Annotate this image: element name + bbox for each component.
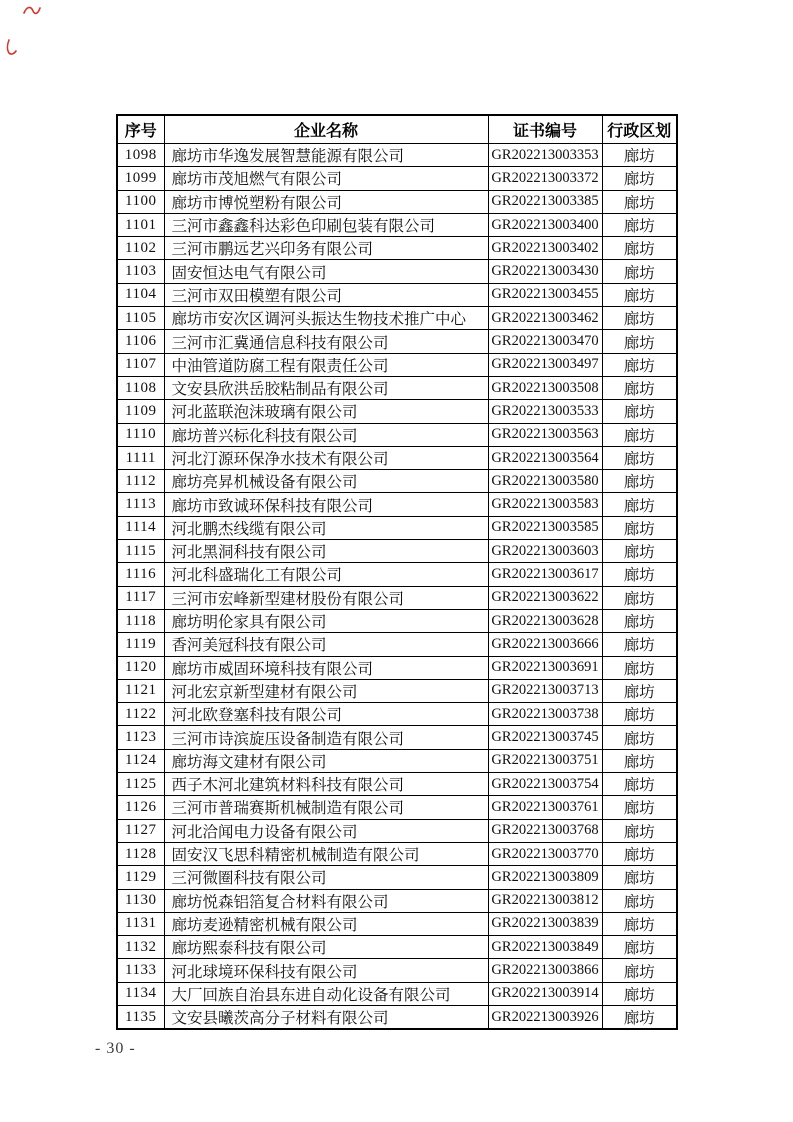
row-index-cell: 1125 [117,773,164,796]
company-name-cell: 河北鹏杰线缆有限公司 [164,516,488,539]
table-row [117,633,677,656]
certificate-number-cell: GR202213003666 [488,633,602,656]
region-cell: 廊坊 [602,446,677,469]
certificate-number-cell: GR202213003455 [488,283,602,306]
red-scribble-left-icon [5,39,17,61]
row-index-cell: 1130 [117,889,164,912]
table-row [117,656,677,679]
region-cell: 廊坊 [602,656,677,679]
row-index-cell: 1102 [117,237,164,260]
row-index-cell: 1131 [117,912,164,935]
certificate-number-cell: GR202213003761 [488,796,602,819]
table-row [117,703,677,726]
row-index-cell: 1129 [117,866,164,889]
company-name-cell: 三河市双田模塑有限公司 [164,283,488,306]
region-cell: 廊坊 [602,679,677,702]
region-cell: 廊坊 [602,167,677,190]
table-row [117,307,677,330]
table-row [117,889,677,912]
company-name-cell: 三河市鑫鑫科达彩色印刷包装有限公司 [164,213,488,236]
table-header-row [117,115,677,144]
table-row [117,773,677,796]
certificate-number-cell: GR202213003809 [488,866,602,889]
certificate-number-cell: GR202213003745 [488,726,602,749]
certificate-number-cell: GR202213003583 [488,493,602,516]
certificate-number-cell: GR202213003385 [488,190,602,213]
row-index-cell: 1119 [117,633,164,656]
region-cell: 廊坊 [602,353,677,376]
region-cell: 廊坊 [602,330,677,353]
company-name-cell: 廊坊市茂旭燃气有限公司 [164,167,488,190]
page-number: - 30 - [95,1040,136,1057]
company-name-cell: 文安县曦茨高分子材料有限公司 [164,1005,488,1029]
column-header-company: 企业名称 [164,115,488,144]
region-cell: 廊坊 [602,400,677,423]
region-cell: 廊坊 [602,470,677,493]
company-name-cell: 廊坊市华逸发展智慧能源有限公司 [164,144,488,167]
table-row [117,376,677,399]
company-name-cell: 廊坊市致诚环保科技有限公司 [164,493,488,516]
row-index-cell: 1122 [117,703,164,726]
table-row [117,470,677,493]
table-row [117,400,677,423]
table-row [117,423,677,446]
company-name-cell: 中油管道防腐工程有限责任公司 [164,353,488,376]
table-row [117,819,677,842]
company-name-cell: 河北汀源环保净水技术有限公司 [164,446,488,469]
region-cell: 廊坊 [602,959,677,982]
row-index-cell: 1109 [117,400,164,423]
region-cell: 廊坊 [602,936,677,959]
company-name-cell: 廊坊亮昇机械设备有限公司 [164,470,488,493]
region-cell: 廊坊 [602,1005,677,1029]
region-cell: 廊坊 [602,796,677,819]
company-name-cell: 河北科盛瑞化工有限公司 [164,563,488,586]
row-index-cell: 1121 [117,679,164,702]
region-cell: 廊坊 [602,283,677,306]
certificate-number-cell: GR202213003430 [488,260,602,283]
row-index-cell: 1099 [117,167,164,190]
certificate-number-cell: GR202213003400 [488,213,602,236]
certificate-number-cell: GR202213003585 [488,516,602,539]
company-name-cell: 固安汉飞思科精密机械制造有限公司 [164,842,488,865]
row-index-cell: 1115 [117,540,164,563]
row-index-cell: 1127 [117,819,164,842]
row-index-cell: 1100 [117,190,164,213]
certificate-number-cell: GR202213003751 [488,749,602,772]
row-index-cell: 1117 [117,586,164,609]
table-row [117,260,677,283]
table-row [117,353,677,376]
region-cell: 廊坊 [602,586,677,609]
table-row [117,237,677,260]
certificate-number-cell: GR202213003603 [488,540,602,563]
row-index-cell: 1112 [117,470,164,493]
company-name-cell: 河北黑洞科技有限公司 [164,540,488,563]
row-index-cell: 1105 [117,307,164,330]
row-index-cell: 1126 [117,796,164,819]
region-cell: 廊坊 [602,609,677,632]
table-row [117,446,677,469]
table-row [117,936,677,959]
region-cell: 廊坊 [602,749,677,772]
table-row [117,167,677,190]
company-name-cell: 三河市宏峰新型建材股份有限公司 [164,586,488,609]
table-row [117,912,677,935]
table-row [117,540,677,563]
certificate-number-cell: GR202213003713 [488,679,602,702]
region-cell: 廊坊 [602,213,677,236]
company-name-cell: 廊坊明伦家具有限公司 [164,609,488,632]
table-row [117,749,677,772]
region-cell: 廊坊 [602,703,677,726]
row-index-cell: 1123 [117,726,164,749]
region-cell: 廊坊 [602,540,677,563]
row-index-cell: 1106 [117,330,164,353]
company-name-cell: 河北蓝联泡沫玻璃有限公司 [164,400,488,423]
table-row [117,144,677,167]
red-scribble-top-icon [23,4,41,22]
company-name-cell: 廊坊市安次区调河头振达生物技术推广中心 [164,307,488,330]
table-body [117,144,677,1030]
row-index-cell: 1132 [117,936,164,959]
region-cell: 廊坊 [602,563,677,586]
row-index-cell: 1134 [117,982,164,1005]
certificate-number-cell: GR202213003866 [488,959,602,982]
company-name-cell: 廊坊普兴标化科技有限公司 [164,423,488,446]
certificate-number-cell: GR202213003563 [488,423,602,446]
row-index-cell: 1110 [117,423,164,446]
region-cell: 廊坊 [602,726,677,749]
certificate-number-cell: GR202213003770 [488,842,602,865]
region-cell: 廊坊 [602,773,677,796]
region-cell: 廊坊 [602,842,677,865]
row-index-cell: 1128 [117,842,164,865]
table-row [117,982,677,1005]
company-name-cell: 三河市诗滨旋压设备制造有限公司 [164,726,488,749]
row-index-cell: 1133 [117,959,164,982]
certificate-number-cell: GR202213003622 [488,586,602,609]
region-cell: 廊坊 [602,376,677,399]
certificate-number-cell: GR202213003372 [488,167,602,190]
certificate-number-cell: GR202213003470 [488,330,602,353]
table-row [117,563,677,586]
column-header-region: 行政区划 [602,115,677,144]
company-name-cell: 三河微圈科技有限公司 [164,866,488,889]
certificate-number-cell: GR202213003580 [488,470,602,493]
region-cell: 廊坊 [602,493,677,516]
row-index-cell: 1135 [117,1005,164,1029]
certificate-number-cell: GR202213003617 [488,563,602,586]
certificate-number-cell: GR202213003926 [488,1005,602,1029]
company-name-cell: 三河市普瑞赛斯机械制造有限公司 [164,796,488,819]
certificate-number-cell: GR202213003768 [488,819,602,842]
certificate-table [116,114,678,1030]
table-row [117,609,677,632]
row-index-cell: 1114 [117,516,164,539]
company-name-cell: 廊坊海文建材有限公司 [164,749,488,772]
certificate-number-cell: GR202213003462 [488,307,602,330]
company-name-cell: 廊坊市威固环境科技有限公司 [164,656,488,679]
row-index-cell: 1120 [117,656,164,679]
column-header-certificate: 证书编号 [488,115,602,144]
row-index-cell: 1101 [117,213,164,236]
row-index-cell: 1107 [117,353,164,376]
company-name-cell: 文安县欣洪岳胶粘制品有限公司 [164,376,488,399]
table-row [117,866,677,889]
table-row [117,586,677,609]
row-index-cell: 1116 [117,563,164,586]
region-cell: 廊坊 [602,516,677,539]
certificate-number-cell: GR202213003508 [488,376,602,399]
region-cell: 廊坊 [602,144,677,167]
region-cell: 廊坊 [602,237,677,260]
certificate-number-cell: GR202213003754 [488,773,602,796]
table-row [117,1005,677,1029]
table-row [117,726,677,749]
table-row [117,493,677,516]
certificate-number-cell: GR202213003402 [488,237,602,260]
company-name-cell: 固安恒达电气有限公司 [164,260,488,283]
region-cell: 廊坊 [602,982,677,1005]
table-row [117,330,677,353]
table-row [117,679,677,702]
certificate-number-cell: GR202213003738 [488,703,602,726]
region-cell: 廊坊 [602,307,677,330]
certificate-number-cell: GR202213003628 [488,609,602,632]
region-cell: 廊坊 [602,633,677,656]
region-cell: 廊坊 [602,423,677,446]
table-row [117,283,677,306]
company-name-cell: 河北欧登塞科技有限公司 [164,703,488,726]
certificate-number-cell: GR202213003914 [488,982,602,1005]
row-index-cell: 1113 [117,493,164,516]
certificate-number-cell: GR202213003353 [488,144,602,167]
table-row [117,796,677,819]
company-name-cell: 三河市汇冀通信息科技有限公司 [164,330,488,353]
row-index-cell: 1124 [117,749,164,772]
table-row [117,190,677,213]
company-name-cell: 廊坊熙泰科技有限公司 [164,936,488,959]
row-index-cell: 1098 [117,144,164,167]
company-name-cell: 香河美冠科技有限公司 [164,633,488,656]
region-cell: 廊坊 [602,190,677,213]
region-cell: 廊坊 [602,260,677,283]
table-row [117,959,677,982]
company-name-cell: 河北洽闻电力设备有限公司 [164,819,488,842]
row-index-cell: 1108 [117,376,164,399]
certificate-number-cell: GR202213003812 [488,889,602,912]
certificate-number-cell: GR202213003564 [488,446,602,469]
certificate-number-cell: GR202213003839 [488,912,602,935]
row-index-cell: 1111 [117,446,164,469]
certificate-number-cell: GR202213003533 [488,400,602,423]
company-name-cell: 廊坊悦森铝箔复合材料有限公司 [164,889,488,912]
company-name-cell: 河北宏京新型建材有限公司 [164,679,488,702]
company-name-cell: 廊坊市博悦塑粉有限公司 [164,190,488,213]
table-row [117,516,677,539]
certificate-number-cell: GR202213003691 [488,656,602,679]
certificate-number-cell: GR202213003497 [488,353,602,376]
table-row [117,842,677,865]
table-row [117,213,677,236]
company-name-cell: 西子木河北建筑材料科技有限公司 [164,773,488,796]
region-cell: 廊坊 [602,819,677,842]
region-cell: 廊坊 [602,889,677,912]
company-name-cell: 三河市鹏远艺兴印务有限公司 [164,237,488,260]
region-cell: 廊坊 [602,912,677,935]
company-name-cell: 大厂回族自治县东进自动化设备有限公司 [164,982,488,1005]
row-index-cell: 1118 [117,609,164,632]
company-name-cell: 廊坊麦逊精密机械有限公司 [164,912,488,935]
region-cell: 廊坊 [602,866,677,889]
row-index-cell: 1104 [117,283,164,306]
column-header-index: 序号 [117,115,164,144]
company-name-cell: 河北球境环保科技有限公司 [164,959,488,982]
certificate-number-cell: GR202213003849 [488,936,602,959]
row-index-cell: 1103 [117,260,164,283]
